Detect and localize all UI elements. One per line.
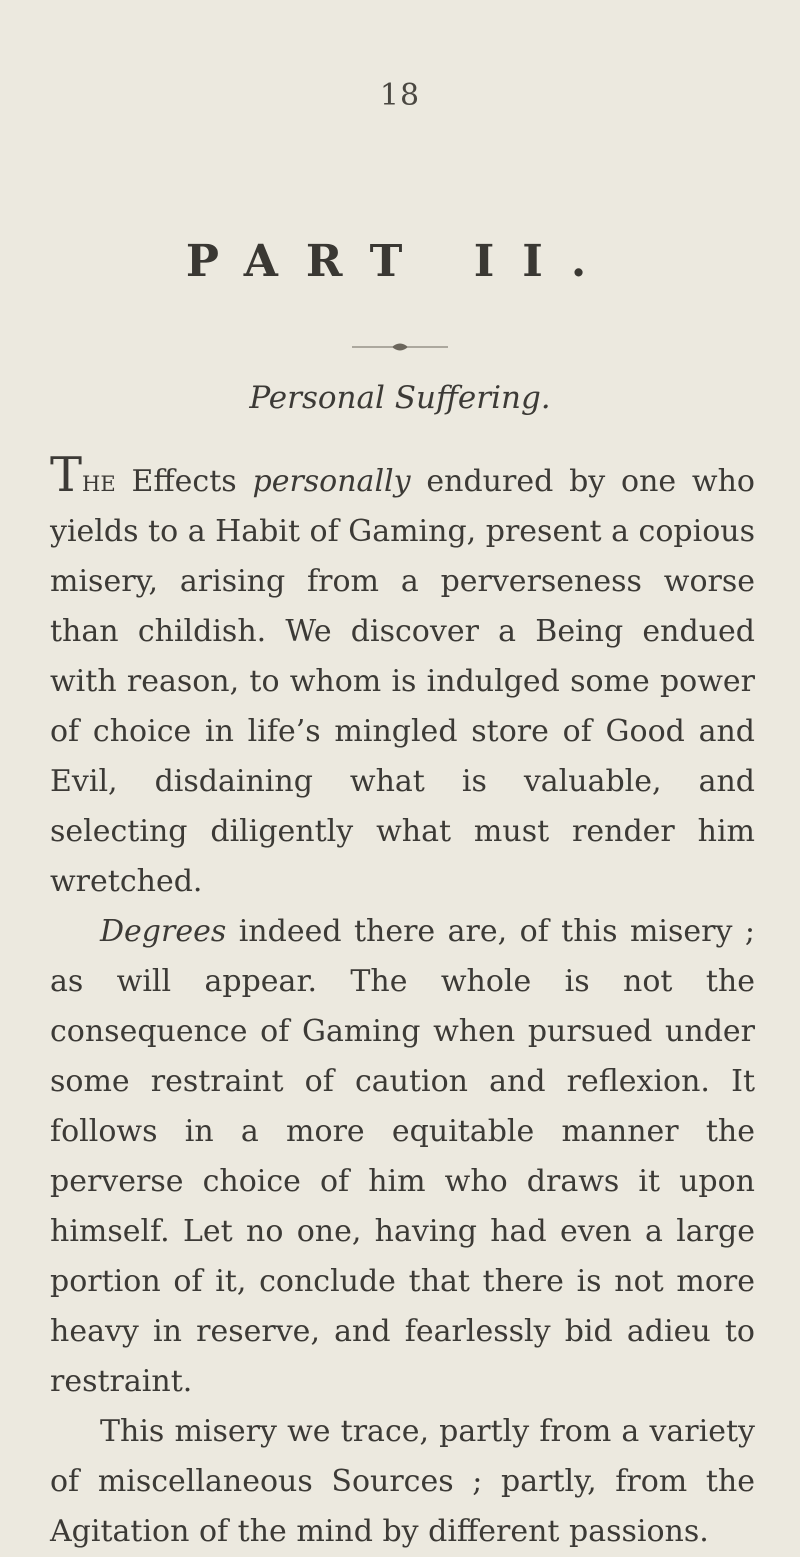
paragraph-3 <box>50 1407 755 1557</box>
paragraph-2 <box>50 907 755 1407</box>
section-subtitle: Personal Suffering. <box>249 380 551 416</box>
paragraph-2-text: indeed there are, of this misery ; as will appear. The whole is not the consequence of Gaming when pursued under some restraint of caution and reflexion. It follows in a more equitable manner the perverse choice of him who draws it upon himself. Let no one, having had even a large portion of it, conclude that there is not more heavy in reserve, and fearlessly bid adieu to restraint. <box>50 914 755 1399</box>
ornament-divider <box>350 340 450 354</box>
paragraph-1-text-b: endured by one who yields to a Habit of Gaming, present a copious misery, arising from a perverseness worse than childish. We discover a Being endued with reason, to whom is indulged some power of choice in life’s mingled store of Good and Evil, disdaining what is valuable, and selecting diligently what must render him wretched. <box>50 464 755 899</box>
body-text <box>50 447 755 1557</box>
paragraph-1-text-a: Effects <box>115 464 253 499</box>
italic-emphasis: personally <box>252 464 411 499</box>
small-caps-text: he <box>82 464 116 499</box>
part-title: PART II. <box>185 236 615 287</box>
page-number: 18 <box>379 78 421 113</box>
paragraph-3-text: This misery we trace, partly from a variety of miscellaneous Sources ; partly, from the Agitation of the mind by different passions. <box>50 1414 755 1549</box>
drop-cap: T <box>50 447 83 503</box>
italic-emphasis: Degrees <box>100 914 227 949</box>
paragraph-1 <box>50 447 755 907</box>
